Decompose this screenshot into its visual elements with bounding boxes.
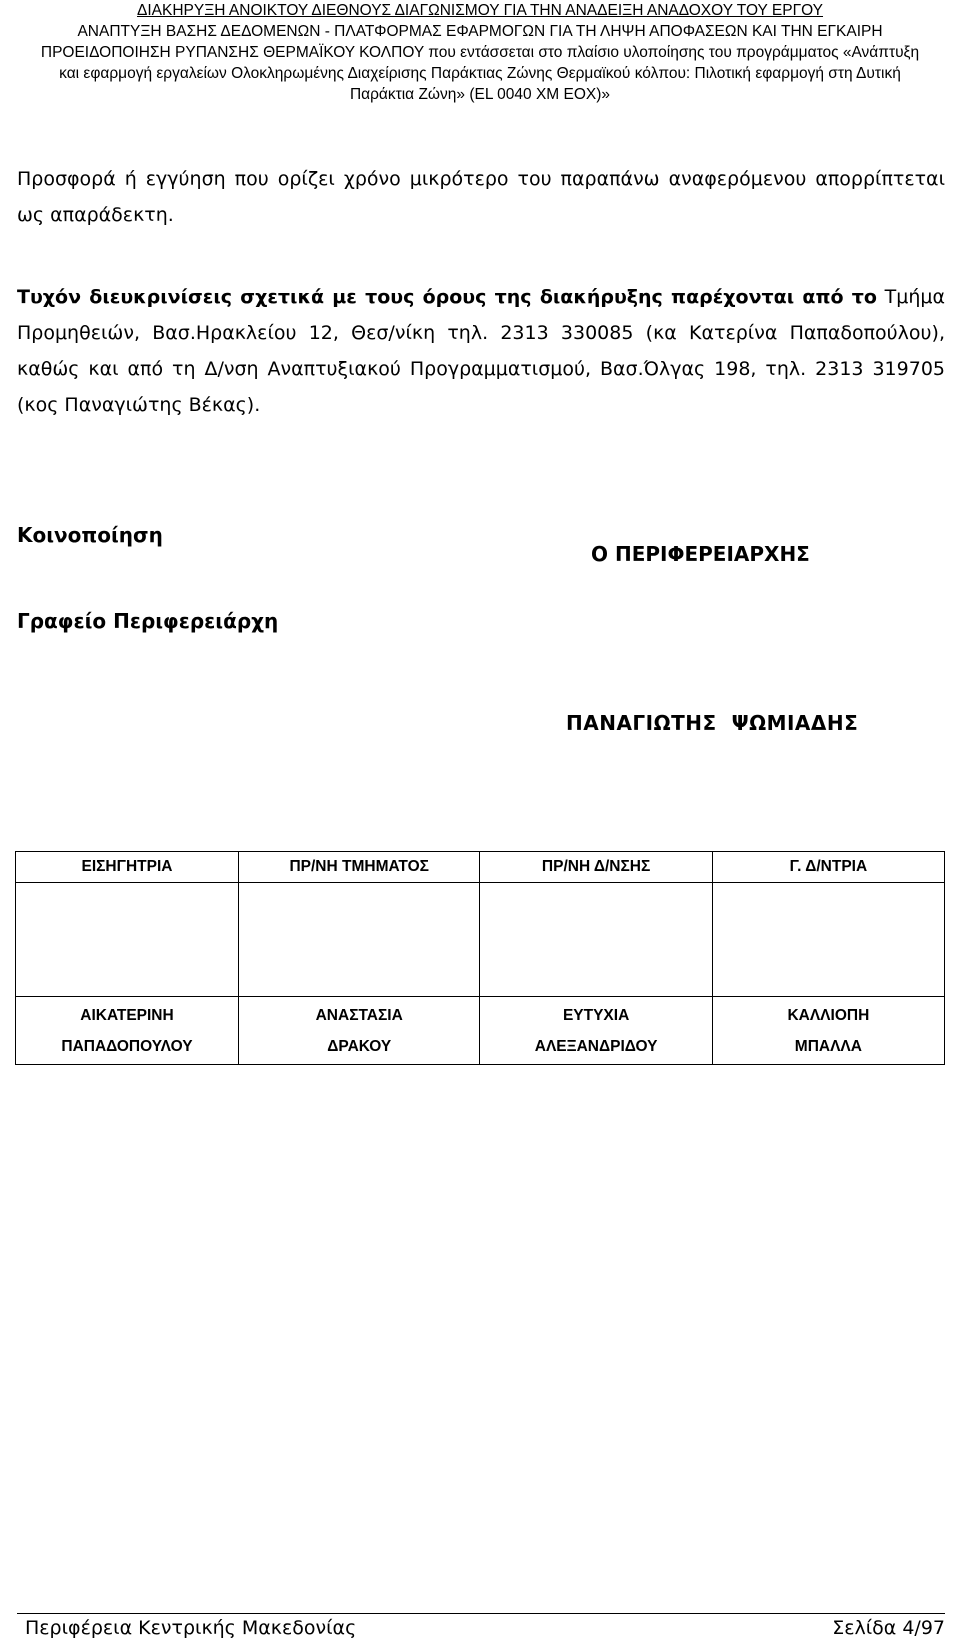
signer-name-cell [16,997,239,1065]
document-header [0,0,960,105]
signer-last-name: ΜΠΑΛΛΑ [794,1038,862,1055]
paragraph-clarifications-body: Τμήμα Προμηθειών, Βασ.Ηρακλείου 12, Θεσ/νίκη τηλ. 2313 330085 (κα Κατερίνα Παπαδοπούλου), καθώς και από τη Δ/νση Αναπτυξιακού Προγραμματισμού, Βασ.Όλγας 198, τηλ. 2313 319705 (κος Παναγιώτης Βέκας). [17,286,945,416]
signatory-name: ΠΑΝΑΓΙΩΤΗΣ ΨΩΜΙΑΔΗΣ [566,711,859,735]
signature-space [16,883,239,997]
header-line-4: και εφαρμογή εργαλείων Ολοκληρωμένης Διαχείρισης Παράκτιας Ζώνης Θερμαϊκού κόλπου: Πιλοτική εφαρμογή στη Δυτική [59,65,901,82]
header-line-3: ΠΡΟΕΙΔΟΠΟΙΗΣΗ ΡΥΠΑΝΣΗΣ ΘΕΡΜΑΪΚΟΥ ΚΟΛΠΟΥ που εντάσσεται στο πλαίσιο υλοποίησης του προγράμματος «Ανάπτυξη [40,44,920,61]
header-cell-dept-head: ΠΡ/ΝΗ ΤΜΗΜΑΤΟΣ [238,852,480,883]
header-line-5: Παράκτια Ζώνη» (EL 0040 XM EOX)» [349,86,611,103]
paragraph-clarifications [17,279,945,423]
page-footer [17,1613,945,1639]
signer-last-name: ΑΛΕΞΑΝΔΡΙΔΟΥ [534,1038,658,1055]
signatures-header-row [16,852,945,883]
paragraph-clarifications-lead: Τυχόν διευκρινίσεις σχετικά με τους όρους της διακήρυξης παρέχονται από το [17,286,877,308]
signer-first-name: ΑΙΚΑΤΕΡΙΝΗ [80,1007,174,1024]
header-line-2: ΑΝΑΠΤΥΞΗ ΒΑΣΗΣ ΔΕΔΟΜΕΝΩΝ - ΠΛΑΤΦΟΡΜΑΣ ΕΦΑΡΜΟΓΩΝ ΓΙΑ ΤΗ ΛΗΨΗ ΑΠΟΦΑΣΕΩΝ ΚΑΙ ΤΗΝ ΕΓΚΑΙΡΗ [77,23,883,40]
signature-space [238,883,480,997]
header-cell-rapporteur: ΕΙΣΗΓΗΤΡΙΑ [16,852,239,883]
signer-last-name: ΔΡΑΚΟΥ [327,1038,392,1055]
signer-first-name: ΑΝΑΣΤΑΣΙΑ [315,1007,403,1024]
page-number: Σελίδα 4/97 [832,1617,945,1639]
notification-label: Κοινοποίηση [17,523,163,547]
signatures-table [15,851,945,1065]
signatures-blank-row [16,883,945,997]
signer-name-cell [480,997,712,1065]
signature-space [712,883,944,997]
header-line-1: ΔΙΑΚΗΡΥΞΗ ΑΝΟΙΚΤΟΥ ΔΙΕΘΝΟΥΣ ΔΙΑΓΩΝΙΣΜΟΥ ΓΙΑ ΤΗΝ ΑΝΑΔΕΙΞΗ ΑΝΑΔΟΧΟΥ ΤΟΥ ΕΡΓΟΥ [136,2,824,19]
signature-space [480,883,712,997]
signer-first-name: ΚΑΛΛΙΟΠΗ [787,1007,870,1024]
header-cell-directorate-head: ΠΡ/ΝΗ Δ/ΝΣΗΣ [480,852,712,883]
recipient-office: Γραφείο Περιφερειάρχη [17,609,279,633]
signer-name-cell [712,997,944,1065]
signer-last-name: ΠΑΠΑΔΟΠΟΥΛΟΥ [61,1038,193,1055]
footer-organization: Περιφέρεια Κεντρικής Μακεδονίας [25,1617,357,1639]
paragraph-rejection: Προσφορά ή εγγύηση που ορίζει χρόνο μικρότερο του παραπάνω αναφερόμενου απορρίπτεται ως απαράδεκτη. [17,168,945,226]
header-cell-general-director: Γ. Δ/ΝΤΡΙΑ [712,852,944,883]
signatory-title: Ο ΠΕΡΙΦΕΡΕΙΑΡΧΗΣ [591,542,810,566]
signer-first-name: ΕΥΤΥΧΙΑ [562,1007,630,1024]
signer-name-cell [238,997,480,1065]
signatures-names-row [16,997,945,1065]
